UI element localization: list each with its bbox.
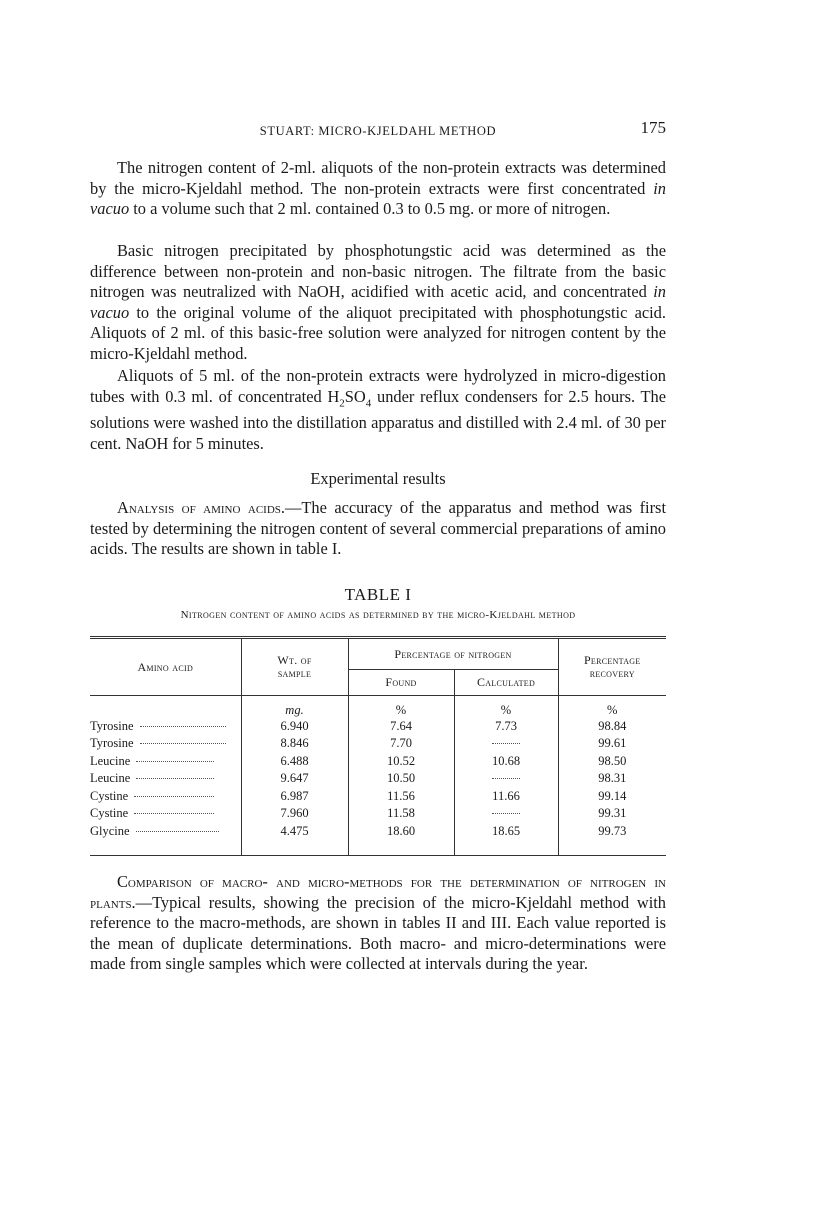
row-calculated: 11.66 [454, 788, 558, 806]
row-calculated-empty [454, 735, 558, 753]
row-found: 10.50 [348, 770, 454, 788]
italic-term: in vacuo [90, 282, 666, 322]
dot-leader [492, 813, 520, 814]
row-amino-acid-name: Tyrosine [90, 736, 134, 751]
row-amino-acid-name: Glycine [90, 823, 130, 838]
row-calculated: 7.73 [454, 718, 558, 736]
section-title: Experimental results [310, 469, 446, 488]
paragraph-macro-micro-comparison [90, 872, 666, 975]
paragraph-run-in-head: Analysis of amino acids. [117, 498, 286, 517]
running-head: STUART: MICRO-KJELDAHL METHOD [259, 124, 497, 138]
dot-leader [140, 743, 226, 744]
row-found: 11.56 [348, 788, 454, 806]
table-row [90, 805, 666, 823]
header-percentage-recovery: Percentage recovery [558, 638, 666, 696]
paragraph-text: to the original volume of the aliquot precipitated with phosphotungstic acid. Aliquots of 2 ml. of this basic-free solution were analyzed for nitrogen content by the micro-Kjeldahl method. [90, 302, 666, 363]
header-percentage-nitrogen: Percentage of nitrogen [348, 638, 558, 670]
header-amino-acid: Amino acid [90, 638, 241, 696]
paragraph-text: Basic nitrogen precipitated by phosphotungstic acid was determined as the difference between non-protein and non-basic nitrogen. The filtrate from the basic nitrogen was neutralized with NaOH, acidified with acetic acid, and concentrated [90, 241, 666, 302]
italic-term: in vacuo [90, 178, 666, 219]
paragraph-text: —Typical results, showing the precision of the micro-Kjeldahl method with reference to the macro-methods, are shown in tables II and III. Each value reported is the mean of duplicate determinations. Both macro- and micro-determinations were made from single samples which were collected at intervals during the year. [90, 892, 666, 974]
row-recovery: 98.50 [558, 753, 666, 771]
row-amino-acid-name: Tyrosine [90, 718, 134, 733]
row-weight: 8.846 [241, 735, 348, 753]
unit-percent: % [558, 696, 666, 718]
paragraph-hydrolysis [90, 366, 666, 455]
row-recovery: 99.73 [558, 823, 666, 841]
unit-mg: mg. [285, 702, 304, 717]
row-amino-acid-name: Cystine [90, 806, 129, 821]
amino-acid-table [90, 636, 666, 856]
table-row [90, 823, 666, 841]
paragraph-text: under reflux condensers for 2.5 hours. The solutions were washed into the distillation apparatus and distilled with 2.4 ml. of 30 per cent. NaOH for 5 minutes. [90, 386, 667, 454]
table-caption: Nitrogen content of amino acids as determined by the micro-Kjeldahl method [180, 609, 576, 621]
unit-percent: % [348, 696, 454, 718]
paragraph-amino-acid-analysis [90, 498, 666, 560]
header-calculated: Calculated [454, 670, 558, 696]
row-found: 11.58 [348, 805, 454, 823]
dot-leader [136, 831, 219, 832]
row-calculated: 10.68 [454, 753, 558, 771]
header-wt-of-sample: Wt. of sample [241, 638, 348, 696]
row-calculated: 18.65 [454, 823, 558, 841]
table-title: TABLE I [344, 585, 412, 604]
row-found: 10.52 [348, 753, 454, 771]
row-recovery: 98.84 [558, 718, 666, 736]
row-amino-acid-name: Leucine [90, 753, 131, 768]
dot-leader [134, 813, 214, 814]
table-row [90, 735, 666, 753]
row-amino-acid-name: Leucine [90, 771, 131, 786]
row-found: 18.60 [348, 823, 454, 841]
row-found: 7.70 [348, 735, 454, 753]
table-row [90, 788, 666, 806]
row-recovery: 99.31 [558, 805, 666, 823]
row-weight: 9.647 [241, 770, 348, 788]
row-found: 7.64 [348, 718, 454, 736]
dot-leader [140, 726, 226, 727]
row-weight: 6.940 [241, 718, 348, 736]
table-row [90, 753, 666, 771]
dot-leader [134, 796, 214, 797]
table-row [90, 770, 666, 788]
chemical-formula: $H_2SO_4$ [327, 386, 372, 409]
table-row [90, 718, 666, 736]
row-weight: 6.987 [241, 788, 348, 806]
paragraph-text: Aliquots of 5 ml. of the non-protein extracts were hydrolyzed in micro-digestion tubes with 0.3 ml. of concentrated [90, 366, 666, 406]
dot-leader [492, 778, 520, 779]
paragraph-run-in-head: Comparison of macro- and micro-methods for the determination of nitrogen in plants. [90, 872, 666, 912]
paragraph-nitrogen-content [90, 158, 666, 220]
paragraph-basic-nitrogen [90, 241, 666, 365]
row-weight: 6.488 [241, 753, 348, 771]
paragraph-text: —The accuracy of the apparatus and method was first tested by determining the nitrogen content of several commercial preparations of amino acids. The results are shown in table I. [90, 498, 666, 559]
paragraph-text: to a volume such that 2 ml. contained 0.3 to 0.5 mg. or more of nitrogen. [133, 199, 611, 219]
dot-leader [136, 761, 214, 762]
dot-leader [136, 778, 214, 779]
dot-leader [492, 743, 520, 744]
paragraph-text: The nitrogen content of 2-ml. aliquots of the non-protein extracts was determined by the micro-Kjeldahl method. The non-protein extracts were first concentrated [90, 158, 666, 198]
row-recovery: 99.61 [558, 735, 666, 753]
row-recovery: 99.14 [558, 788, 666, 806]
row-recovery: 98.31 [558, 770, 666, 788]
row-weight: 7.960 [241, 805, 348, 823]
unit-percent: % [454, 696, 558, 718]
row-calculated-empty [454, 770, 558, 788]
row-weight: 4.475 [241, 823, 348, 841]
header-found: Found [348, 670, 454, 696]
row-amino-acid-name: Cystine [90, 788, 129, 803]
page-number: 175 [640, 118, 666, 137]
page-header [90, 118, 666, 148]
row-calculated-empty [454, 805, 558, 823]
